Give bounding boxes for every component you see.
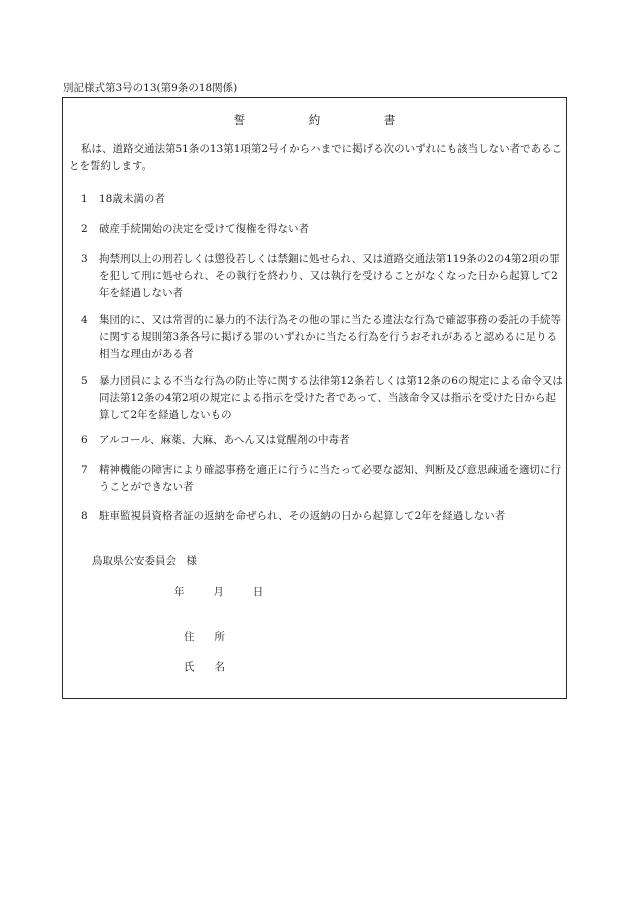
list-item: [81, 221, 563, 238]
addressee: 鳥取県公安委員会 様: [92, 555, 197, 567]
list-item: [81, 251, 563, 302]
name-label: 氏名: [184, 661, 245, 673]
item-number: 8: [81, 510, 88, 522]
item-text: 18歳未満の者: [99, 193, 165, 205]
item-number: 2: [81, 223, 88, 235]
form-label: 別記様式第3号の13(第9条の18関係): [63, 82, 238, 94]
item-text: 破産手続開始の決定を受けて復権を得ない者: [99, 223, 309, 235]
item-number: 5: [81, 375, 88, 387]
pledge-form: [62, 97, 567, 699]
list-item: [81, 508, 563, 525]
date-line: [174, 584, 263, 599]
item-text: 拘禁刑以上の刑若しくは懲役若しくは禁錮に処せられ、又は道路交通法第119条の2の4第2項の罪を犯して刑に処せられ、その執行を終わり、又は執行を受けることがなくなった日から起算して2年を経過しない者: [99, 253, 560, 299]
item-number: 3: [81, 253, 88, 265]
item-text: 精神機能の障害により確認事務を適正に行うに当たって必要な認知、判断及び意思疎通を適切に行うことができない者: [99, 464, 561, 493]
list-item: [81, 432, 563, 449]
item-number: 7: [81, 464, 88, 476]
intro-paragraph: 私は、道路交通法第51条の13第1項第2号イからハまでに掲げる次のいずれにも該当しない者であることを誓約します。: [69, 143, 563, 172]
list-item: [81, 373, 563, 424]
item-number: 1: [81, 193, 88, 205]
list-item: [81, 462, 563, 496]
item-text: アルコール、麻薬、大麻、あへん又は覚醒剤の中毒者: [99, 434, 350, 446]
item-text: 駐車監視員資格者証の返納を命ぜられ、その返納の日から起算して2年を経過しない者: [99, 510, 506, 522]
list-item: [81, 312, 563, 363]
date-month-label: 月: [213, 586, 224, 598]
address-label: 住所: [184, 631, 245, 643]
list-item: [81, 191, 563, 208]
document-title: 誓 約 書: [233, 113, 422, 127]
date-day-label: 日: [252, 586, 264, 598]
date-year-label: 年: [174, 586, 185, 598]
item-text: 暴力団員による不当な行為の防止等に関する法律第12条若しくは第12条の6の規定による命令又は同法第12条の4第2項の規定による指示を受けた者であって、当該命令又は指示を受けた日から起算して2年を経過しないもの: [99, 375, 563, 421]
item-text: 集団的に、又は常習的に暴力的不法行為その他の罪に当たる違法な行為で確認事務の委託の手続等に関する規則第3条各号に掲げる罪のいずれかに当たる行為を行うおそれがあると認めるに足りる相当な理由がある者: [99, 314, 561, 360]
item-number: 4: [81, 314, 88, 326]
item-number: 6: [81, 434, 88, 446]
